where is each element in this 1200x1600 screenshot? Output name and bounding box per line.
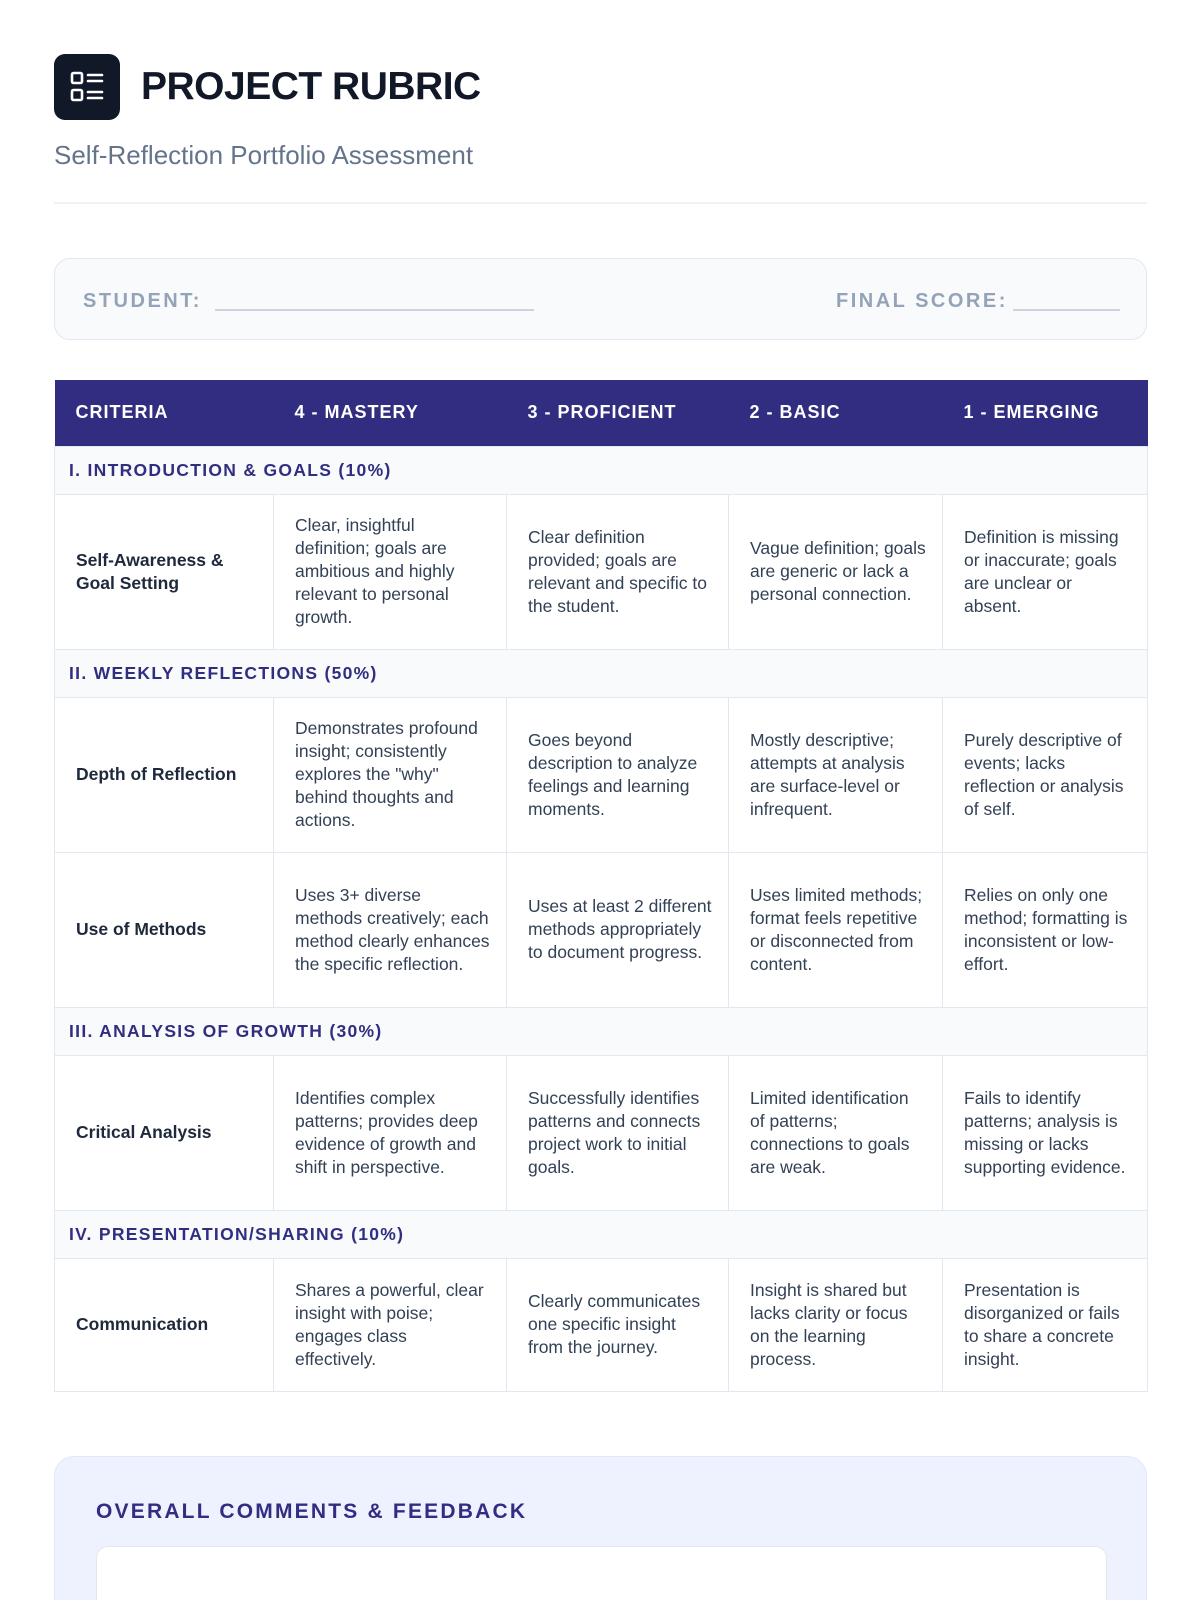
student-label: STUDENT: <box>83 290 202 312</box>
emerging-cell: Relies on only one method; formatting is inconsistent or low-effort. <box>943 852 1148 1007</box>
section-row <box>55 1007 1148 1055</box>
basic-cell: Limited identification of patterns; connections to goals are weak. <box>729 1055 943 1210</box>
student-info-box <box>54 258 1147 340</box>
comments-panel <box>54 1456 1147 1600</box>
section-title: II. WEEKLY REFLECTIONS (50%) <box>55 649 1148 697</box>
mastery-cell: Identifies complex patterns; provides deep evidence of growth and shift in perspective. <box>274 1055 507 1210</box>
proficient-cell: Goes beyond description to analyze feelings and learning moments. <box>507 697 729 852</box>
basic-cell: Insight is shared but lacks clarity or focus on the learning process. <box>729 1258 943 1391</box>
proficient-cell: Clearly communicates one specific insight from the journey. <box>507 1258 729 1391</box>
table-row <box>55 1258 1148 1391</box>
emerging-cell: Purely descriptive of events; lacks reflection or analysis of self. <box>943 697 1148 852</box>
mastery-cell: Demonstrates profound insight; consistently explores the "why" behind thoughts and actions. <box>274 697 507 852</box>
criterion-cell: Use of Methods <box>55 852 274 1007</box>
page-subtitle: Self-Reflection Portfolio Assessment <box>54 140 474 170</box>
comments-title: OVERALL COMMENTS & FEEDBACK <box>96 1500 528 1523</box>
proficient-cell: Uses at least 2 different methods appropriately to document progress. <box>507 852 729 1007</box>
criterion-cell: Critical Analysis <box>55 1055 274 1210</box>
comments-textarea[interactable] <box>96 1546 1107 1600</box>
basic-cell: Vague definition; goals are generic or lack a personal connection. <box>729 494 943 649</box>
student-name-field[interactable] <box>215 309 534 311</box>
criterion-cell: Self-Awareness & Goal Setting <box>55 494 274 649</box>
mastery-cell: Clear, insightful definition; goals are ambitious and highly relevant to personal growth. <box>274 494 507 649</box>
page-title: PROJECT RUBRIC <box>141 65 481 108</box>
table-row <box>55 494 1148 649</box>
section-row <box>55 446 1148 494</box>
page-header <box>54 54 1147 204</box>
header-basic: 2 - BASIC <box>729 380 943 446</box>
header-criteria: CRITERIA <box>55 380 274 446</box>
proficient-cell: Clear definition provided; goals are relevant and specific to the student. <box>507 494 729 649</box>
section-title: I. INTRODUCTION & GOALS (10%) <box>55 446 1148 494</box>
section-row <box>55 649 1148 697</box>
section-title: III. ANALYSIS OF GROWTH (30%) <box>55 1007 1148 1055</box>
proficient-cell: Successfully identifies patterns and connects project work to initial goals. <box>507 1055 729 1210</box>
criterion-cell: Communication <box>55 1258 274 1391</box>
final-score-label: FINAL SCORE: <box>836 290 1008 312</box>
mastery-cell: Shares a powerful, clear insight with poise; engages class effectively. <box>274 1258 507 1391</box>
section-title: IV. PRESENTATION/SHARING (10%) <box>55 1210 1148 1258</box>
basic-cell: Mostly descriptive; attempts at analysis are surface-level or infrequent. <box>729 697 943 852</box>
header-proficient: 3 - PROFICIENT <box>507 380 729 446</box>
emerging-cell: Fails to identify patterns; analysis is missing or lacks supporting evidence. <box>943 1055 1148 1210</box>
rubric-list-icon <box>54 54 120 120</box>
emerging-cell: Definition is missing or inaccurate; goals are unclear or absent. <box>943 494 1148 649</box>
rubric-table <box>54 380 1148 1392</box>
table-row <box>55 852 1148 1007</box>
mastery-cell: Uses 3+ diverse methods creatively; each method clearly enhances the specific reflection. <box>274 852 507 1007</box>
table-row <box>55 697 1148 852</box>
criterion-cell: Depth of Reflection <box>55 697 274 852</box>
header-mastery: 4 - MASTERY <box>274 380 507 446</box>
header-emerging: 1 - EMERGING <box>943 380 1148 446</box>
basic-cell: Uses limited methods; format feels repetitive or disconnected from content. <box>729 852 943 1007</box>
section-row <box>55 1210 1148 1258</box>
emerging-cell: Presentation is disorganized or fails to share a concrete insight. <box>943 1258 1148 1391</box>
final-score-field[interactable] <box>1013 309 1120 311</box>
table-row <box>55 1055 1148 1210</box>
table-header-row <box>55 380 1148 446</box>
